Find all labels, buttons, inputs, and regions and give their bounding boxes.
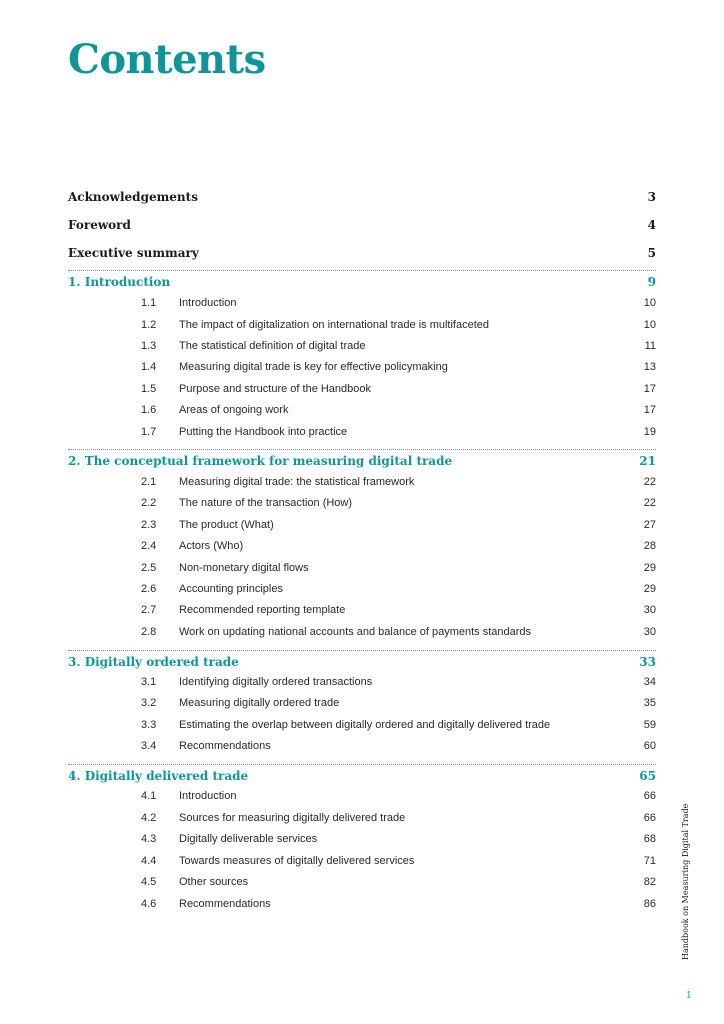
- section-label: Introduction: [179, 297, 237, 309]
- section-page: 35: [643, 697, 656, 709]
- section-label: Measuring digitally ordered trade: [179, 697, 340, 709]
- chapter-divider: [68, 764, 656, 765]
- toc-section-row[interactable]: [68, 540, 656, 555]
- section-label: Other sources: [179, 876, 249, 888]
- toc-section-row[interactable]: [68, 604, 656, 619]
- chapter-divider: [68, 650, 656, 651]
- section-label: Work on updating national accounts and balance of payments standards: [179, 626, 532, 638]
- toc-section-row[interactable]: [68, 790, 656, 805]
- toc-section-row[interactable]: [68, 562, 656, 577]
- toc-section-row[interactable]: [68, 583, 656, 598]
- section-page: 34: [643, 676, 656, 688]
- section-page: 68: [643, 833, 656, 845]
- toc-section-row[interactable]: [68, 497, 656, 512]
- section-number: 2.1: [141, 476, 157, 488]
- toc-entry-label: Executive summary: [68, 246, 199, 260]
- toc-entry-page: 5: [647, 246, 656, 260]
- section-number: 4.1: [141, 790, 157, 802]
- section-page: 30: [643, 626, 656, 638]
- chapter-page: 21: [639, 454, 656, 468]
- section-number: 2.8: [141, 626, 157, 638]
- section-number: 1.6: [141, 404, 157, 416]
- section-label: Areas of ongoing work: [179, 404, 289, 416]
- toc-section-row[interactable]: [68, 297, 656, 312]
- chapter-label: 1. Introduction: [68, 275, 171, 289]
- section-label: The product (What): [179, 519, 274, 531]
- section-number: 3.2: [141, 697, 157, 709]
- section-number: 4.4: [141, 855, 157, 867]
- chapter-page: 9: [647, 275, 656, 289]
- section-page: 22: [643, 476, 656, 488]
- section-number: 2.7: [141, 604, 157, 616]
- section-label: Measuring digital trade is key for effective policymaking: [179, 361, 448, 373]
- section-number: 1.5: [141, 383, 157, 395]
- toc-entry-executive-summary[interactable]: [68, 246, 656, 262]
- toc-section-row[interactable]: [68, 812, 656, 827]
- toc-section-row[interactable]: [68, 383, 656, 398]
- section-number: 2.2: [141, 497, 157, 509]
- section-label: Introduction: [179, 790, 237, 802]
- section-page: 86: [643, 898, 656, 910]
- section-number: 4.2: [141, 812, 157, 824]
- section-page: 22: [643, 497, 656, 509]
- toc-entry-acknowledgements[interactable]: [68, 190, 656, 206]
- toc-entry-label: Foreword: [68, 218, 131, 232]
- chapter-label: 2. The conceptual framework for measuring digital trade: [68, 454, 453, 468]
- section-page: 71: [643, 855, 656, 867]
- section-label: Actors (Who): [179, 540, 244, 552]
- section-label: Sources for measuring digitally delivered trade: [179, 812, 406, 824]
- toc-section-row[interactable]: [68, 876, 656, 891]
- toc-section-row[interactable]: [68, 898, 656, 913]
- section-number: 2.5: [141, 562, 157, 574]
- chapter-label: 4. Digitally delivered trade: [68, 769, 249, 783]
- section-page: 66: [643, 812, 656, 824]
- section-page: 28: [643, 540, 656, 552]
- section-label: Recommended reporting template: [179, 604, 346, 616]
- toc-section-row[interactable]: [68, 855, 656, 870]
- section-page: 27: [643, 519, 656, 531]
- section-label: Purpose and structure of the Handbook: [179, 383, 372, 395]
- toc-section-row[interactable]: [68, 404, 656, 419]
- section-label: Non-monetary digital flows: [179, 562, 309, 574]
- toc-entry-foreword[interactable]: [68, 218, 656, 234]
- toc-section-row[interactable]: [68, 340, 656, 355]
- page-title: Contents: [68, 36, 266, 83]
- section-page: 11: [644, 340, 656, 352]
- section-page: 17: [643, 404, 656, 416]
- section-number: 1.1: [141, 297, 157, 309]
- section-page: 29: [643, 562, 656, 574]
- chapter-divider: [68, 449, 656, 450]
- section-label: Digitally deliverable services: [179, 833, 318, 845]
- toc-section-row[interactable]: [68, 476, 656, 491]
- section-page: 60: [643, 740, 656, 752]
- section-page: 30: [643, 604, 656, 616]
- running-title: Handbook on Measuring Digital Trade: [681, 803, 690, 960]
- toc-section-row[interactable]: [68, 519, 656, 534]
- toc-section-row[interactable]: [68, 833, 656, 848]
- section-page: 10: [643, 319, 656, 331]
- toc-section-row[interactable]: [68, 319, 656, 334]
- chapter-heading-3[interactable]: [68, 655, 656, 671]
- section-page: 17: [643, 383, 656, 395]
- toc-section-row[interactable]: [68, 719, 656, 734]
- section-number: 3.1: [141, 676, 157, 688]
- chapter-page: 65: [639, 769, 656, 783]
- section-number: 1.3: [141, 340, 157, 352]
- section-label: The statistical definition of digital trade: [179, 340, 366, 352]
- section-page: 29: [643, 583, 656, 595]
- section-label: Identifying digitally ordered transactions: [179, 676, 373, 688]
- chapter-heading-4[interactable]: [68, 769, 656, 785]
- section-number: 4.3: [141, 833, 157, 845]
- toc-entry-page: 3: [647, 190, 656, 204]
- section-page: 59: [643, 719, 656, 731]
- toc-section-row[interactable]: [68, 676, 656, 691]
- section-number: 3.4: [141, 740, 157, 752]
- page-number: 1: [686, 991, 692, 1001]
- section-label: Measuring digital trade: the statistical framework: [179, 476, 415, 488]
- toc-section-row[interactable]: [68, 361, 656, 376]
- toc-entry-page: 4: [647, 218, 656, 232]
- chapter-divider: [68, 270, 656, 271]
- toc-section-row[interactable]: [68, 626, 656, 641]
- section-number: 2.4: [141, 540, 157, 552]
- section-number: 1.4: [141, 361, 157, 373]
- chapter-page: 33: [639, 655, 656, 669]
- toc-entry-label: Acknowledgements: [68, 190, 198, 204]
- section-number: 1.2: [141, 319, 157, 331]
- section-page: 13: [643, 361, 656, 373]
- section-label: Recommendations: [179, 898, 271, 910]
- section-number: 3.3: [141, 719, 157, 731]
- section-label: Accounting principles: [179, 583, 283, 595]
- section-number: 4.6: [141, 898, 157, 910]
- chapter-heading-1[interactable]: [68, 275, 656, 291]
- section-label: The nature of the transaction (How): [179, 497, 353, 509]
- section-label: Estimating the overlap between digitally ordered and digitally delivered trade: [179, 719, 551, 731]
- section-number: 2.3: [141, 519, 157, 531]
- section-number: 4.5: [141, 876, 157, 888]
- section-label: The impact of digitalization on international trade is multifaceted: [179, 319, 490, 331]
- section-label: Putting the Handbook into practice: [179, 426, 348, 438]
- toc-section-row[interactable]: [68, 697, 656, 712]
- section-page: 19: [643, 426, 656, 438]
- chapter-label: 3. Digitally ordered trade: [68, 655, 239, 669]
- section-page: 66: [643, 790, 656, 802]
- section-number: 1.7: [141, 426, 157, 438]
- section-page: 10: [643, 297, 656, 309]
- section-page: 82: [643, 876, 656, 888]
- section-label: Recommendations: [179, 740, 271, 752]
- section-label: Towards measures of digitally delivered services: [179, 855, 415, 867]
- section-number: 2.6: [141, 583, 157, 595]
- chapter-heading-2[interactable]: [68, 454, 656, 470]
- toc-section-row[interactable]: [68, 426, 656, 441]
- toc-section-row[interactable]: [68, 740, 656, 755]
